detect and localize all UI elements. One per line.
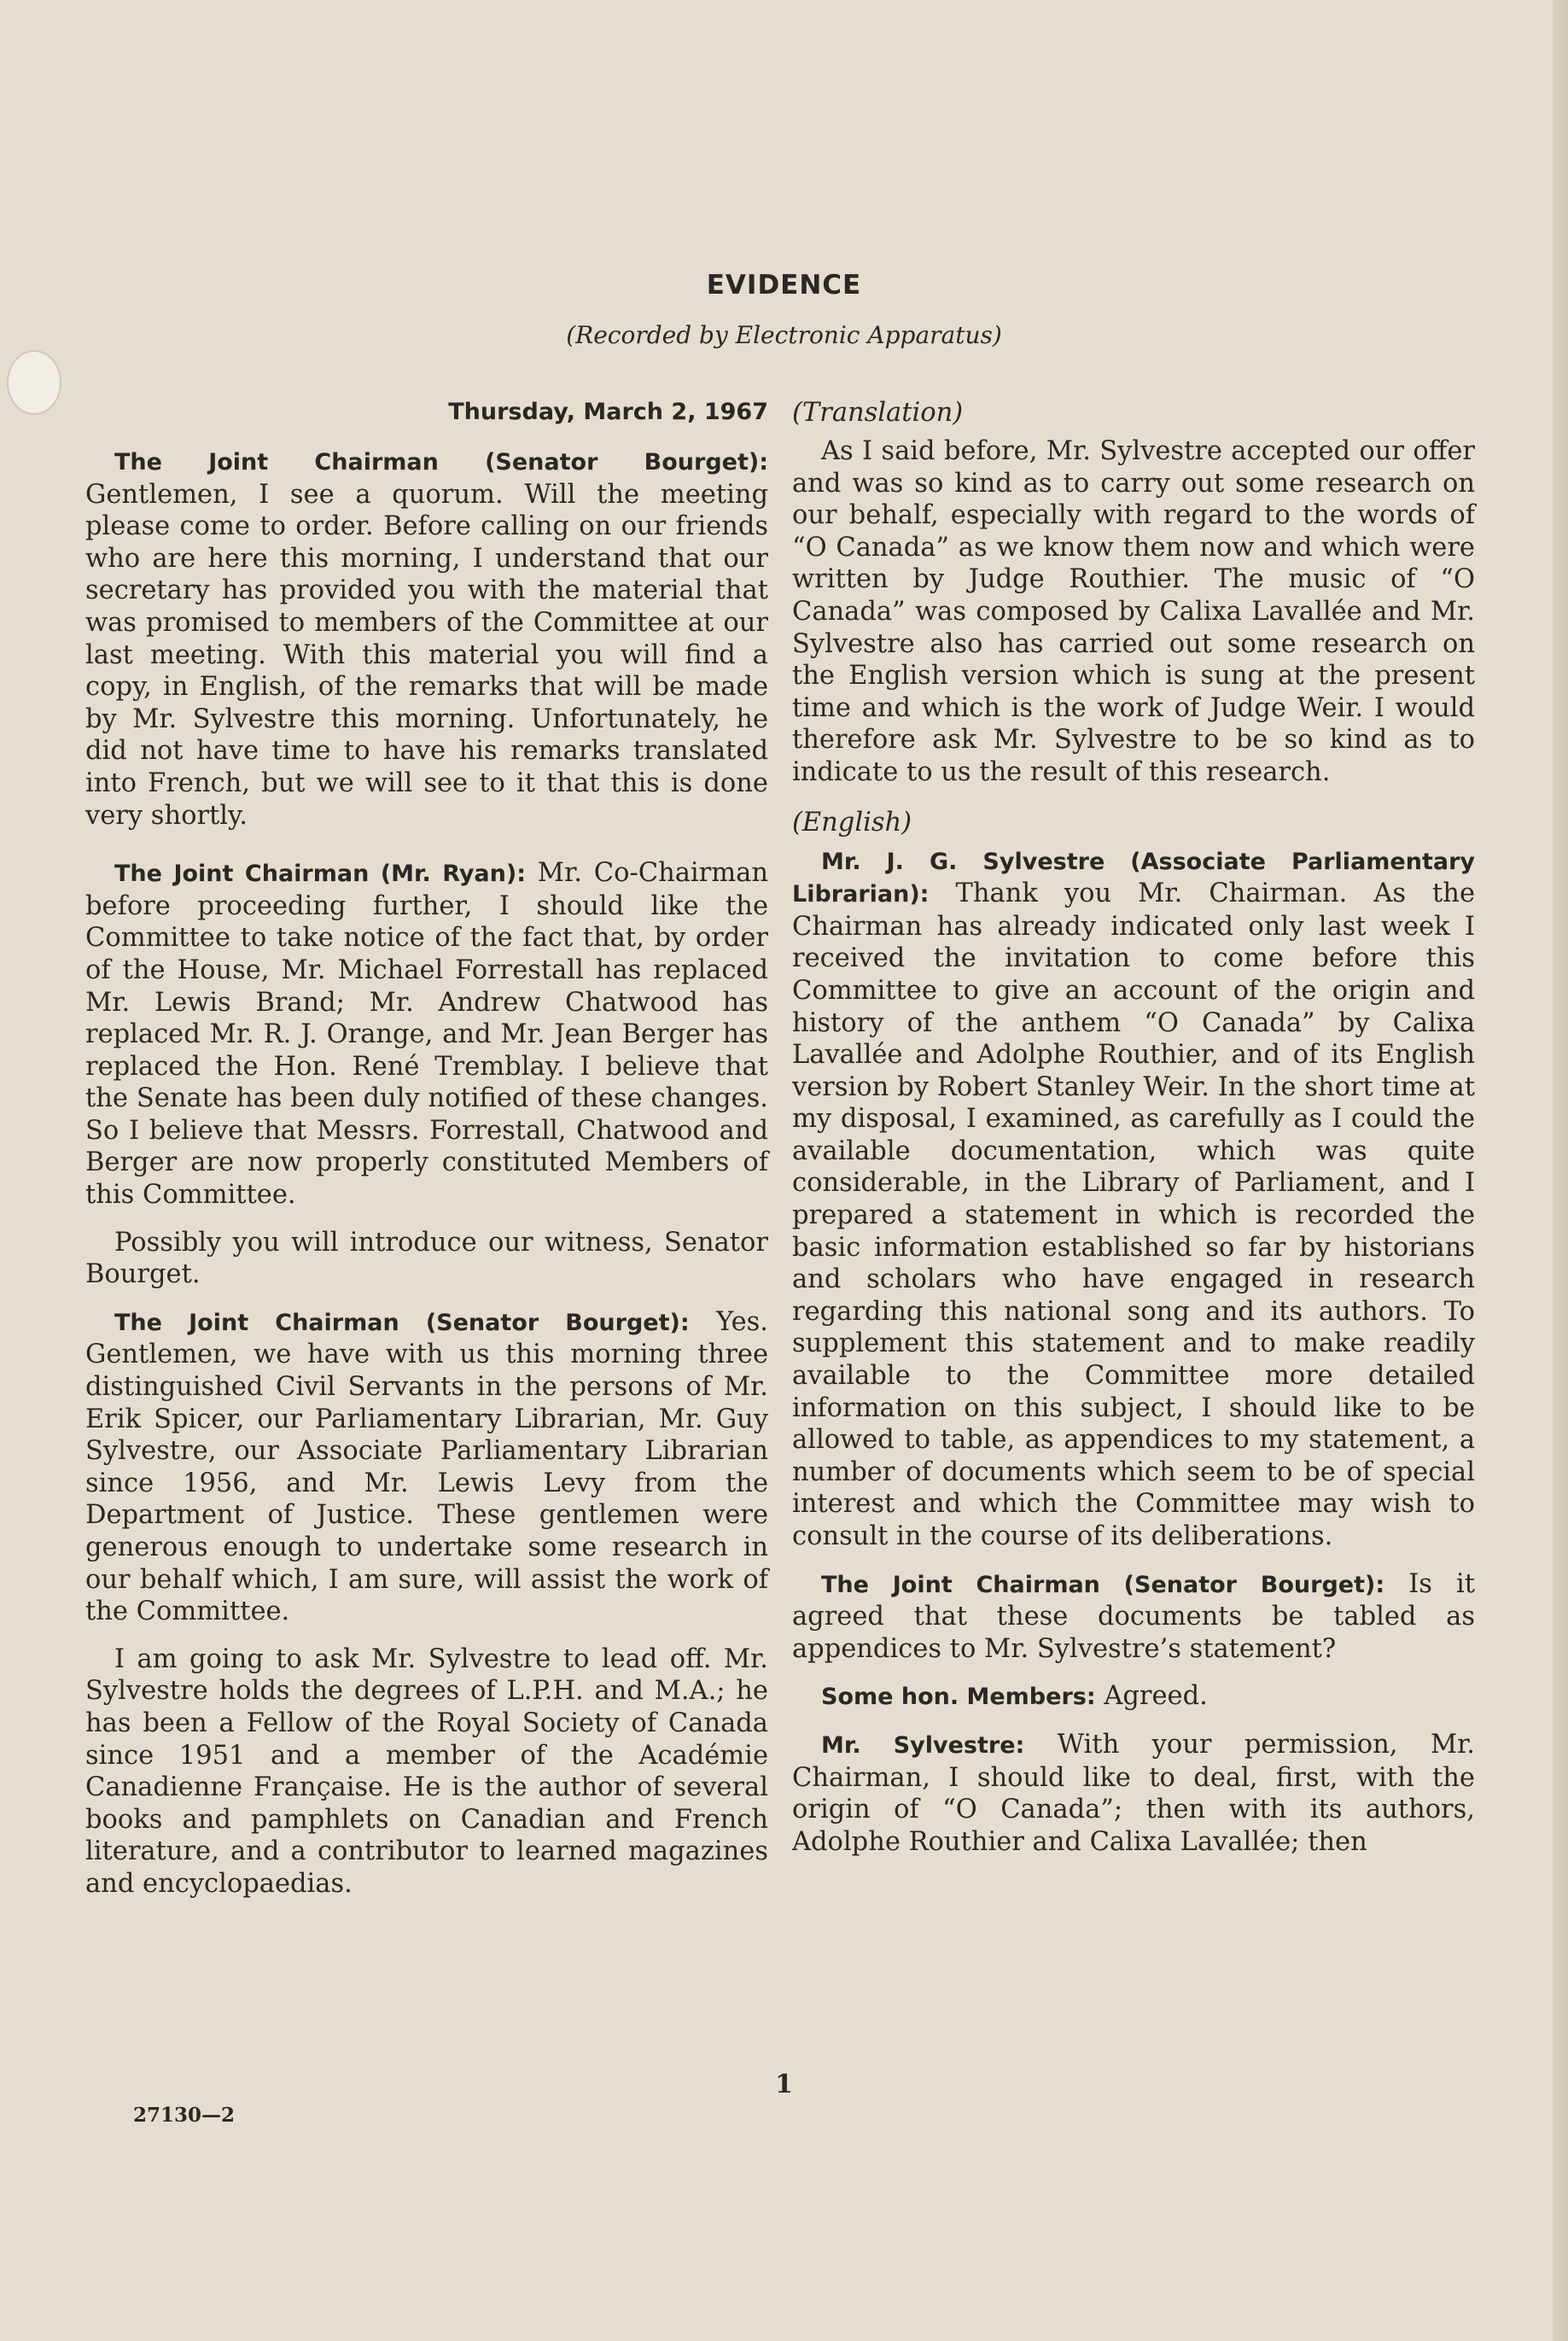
footer-code: 27130—2	[133, 2104, 236, 2127]
binder-hole	[7, 350, 61, 415]
paragraph	[792, 1568, 1475, 1666]
paragraph	[792, 1680, 1475, 1713]
paragraph	[85, 446, 768, 832]
speaker-name: Mr. Sylvestre:	[821, 1731, 1025, 1759]
paragraph-text: Is it agreed that these documents be tabled as appendices to Mr. Sylvestre’s statement?	[792, 1568, 1475, 1664]
paragraph	[792, 1729, 1475, 1858]
paragraph-text: With your permission, Mr. Chairman, I should like to deal, first, with the origin of “O Canada”; then with its authors, Adolphe Routhier and Calixa Lavallée; then	[792, 1729, 1475, 1857]
page-edge	[1553, 0, 1568, 2341]
paragraph-text: Thank you Mr. Chairman. As the Chairman has already indicated only last week I received the invitation to come before this Committee to give an account of the origin and history of the anthem “O Canada” by Calixa Lavallée and Adolphe Routhier, and of its English version by Robert Stanley Weir. In the short time at my disposal, I examined, as carefully as I could the available documentation, which was quite considerable, in the Library of Parliament, and I prepared a statement in which is recorded the basic information established so far by historians and scholars who have engaged in research regarding this national song and its authors. To supplement this statement and to make readily available to the Committee more detailed information on this subject, I should like to be allowed to table, as appendices to my statement, a number of documents which seem to be of special interest and which the Committee may wish to consult in the course of its deliberations.	[792, 879, 1475, 1551]
paragraph	[792, 435, 1475, 789]
speaker-name: Some hon. Members:	[821, 1684, 1096, 1711]
paragraph-text: I am going to ask Mr. Sylvestre to lead off. Mr. Sylvestre holds the degrees of L.P.H. and M.A.; he has been a Fellow of the Royal Society of Canada since 1951 and a member of the Académie Canadienne Française. He is the author of several books and pamphlets on Canadian and French literature, and a contributor to learned magazines and encyclopaedias.	[85, 1643, 768, 1899]
speaker-name: The Joint Chairman (Mr. Ryan):	[114, 861, 527, 888]
paragraph-text: As I said before, Mr. Sylvestre accepted our offer and was so kind as to carry out some research on our behalf, especially with regard to the words of “O Canada” as we know them now and which were written by Judge Routhier. The music of “O Canada” was composed by Calixa Lavallée and Mr. Sylvestre also has carried out some research on the English version which is sung at the present time and which is the work of Judge Weir. I would therefore ask Mr. Sylvestre to be so kind as to indicate to us the result of this research.	[792, 436, 1475, 787]
section-heading: EVIDENCE	[706, 270, 862, 301]
section-subheading: (Recorded by Electronic Apparatus)	[566, 321, 1002, 349]
meeting-date: Thursday, March 2, 1967	[448, 399, 768, 425]
paragraph-text: Mr. Co-Chairman before proceeding further, I should like the Committee to take notice of the fact that, by order of the House, Mr. Michael Forrestall has replaced Mr. Lewis Brand; Mr. Andrew Chatwood has replaced Mr. R. J. Orange, and Mr. Jean Berger has replaced the Hon. René Tremblay. I believe that the Senate has been duly notified of these changes. So I believe that Messrs. Forrestall, Chatwood and Berger are now properly constituted Members of this Committee.	[85, 858, 769, 1211]
paragraph-text: Yes. Gentlemen, we have with us this morning three distinguished Civil Servants in the persons of Mr. Erik Spicer, our Parliamentary Librarian, Mr. Guy Sylvestre, our Associate Parliamentary Librarian since 1956, and Mr. Lewis Levy from the Department of Justice. These gentlemen were generous enough to undertake some research in our behalf which, I am sure, will assist the work of the Committee.	[85, 1306, 768, 1627]
speaker-name: The Joint Chairman (Senator Bourget):	[114, 449, 768, 476]
right-column	[792, 398, 1475, 1873]
translation-marker: (Translation)	[792, 398, 964, 428]
paragraph	[792, 845, 1475, 1553]
page-number: 1	[775, 2070, 793, 2099]
paragraph	[85, 1227, 768, 1291]
speaker-name: Mr. J. G. Sylvestre (Associate Parliamentary Librarian):	[792, 848, 1475, 908]
paragraph	[85, 1306, 768, 1628]
left-column	[85, 398, 768, 1916]
speaker-name: The Joint Chairman (Senator Bourget):	[821, 1571, 1385, 1598]
language-marker: (English)	[792, 807, 912, 838]
speaker-name: The Joint Chairman (Senator Bourget):	[114, 1309, 690, 1336]
paragraph	[85, 857, 768, 1211]
paragraph-text: Gentlemen, I see a quorum. Will the meeting please come to order. Before calling on our friends who are here this morning, I understand that our secretary has provided you with the material that was promised to members of the Committee at our last meeting. With this material you will find a copy, in English, of the remarks that will be made by Mr. Sylvestre this morning. Unfortunately, he did not have time to have his remarks translated into French, but we will see to it that this is done very shortly.	[85, 479, 768, 831]
paragraph-text: Possibly you will introduce our witness, Senator Bourget.	[85, 1227, 768, 1290]
paragraph	[85, 1643, 768, 1900]
paragraph-text: Agreed.	[1095, 1681, 1208, 1712]
